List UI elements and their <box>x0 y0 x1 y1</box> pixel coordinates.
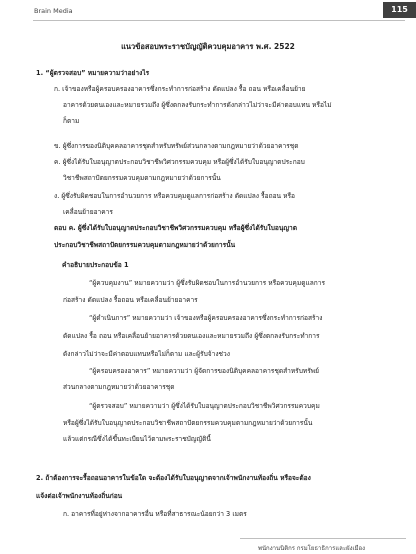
footer-text: พนักงานนิติกร กรมโยธาธิการและผังเมือง <box>258 545 366 552</box>
q1-option-c-line-2: วิชาชีพสถาปัตยกรรมควบคุมตามกฎหมายว่าด้วยการนั้น <box>63 174 221 182</box>
q1-explanation-line: ก่อสร้าง ดัดแปลง รื้อถอน หรือเคลื่อนย้ายอาคาร <box>63 296 198 304</box>
q1-explanation-line: “ผู้ดำเนินการ” หมายความว่า เจ้าของหรือผู้ครอบครองอาคารซึ่งกระทำการก่อสร้าง <box>89 314 323 322</box>
footer-divider <box>240 538 406 539</box>
q1-explanation-line: หรือผู้ซึ่งได้รับใบอนุญาตประกอบวิชาชีพสถาปัตยกรรมควบคุมตามกฎหมายว่าด้วยการนั้น <box>63 419 313 427</box>
page-title: แนวข้อสอบพระราชบัญญัติควบคุมอาคาร พ.ศ. 2522 <box>121 42 295 51</box>
q1-explanation-line: “ผู้ตรวจสอบ” หมายความว่า ผู้ซึ่งได้รับใบอนุญาตประกอบวิชาชีพวิศวกรรมควบคุม <box>89 402 320 410</box>
question-2-stem-line-1: 2. ถ้าต้องการจะรื้อถอนอาคารในข้อใด จะต้องได้รับใบอนุญาตจากเจ้าพนักงานท้องถิ่น หรือจะต้อง <box>36 474 311 482</box>
header-divider <box>33 20 405 21</box>
q1-explanation-line: “ผู้ครอบครองอาคาร” หมายความว่า ผู้จัดการของนิติบุคคลอาคารชุดสำหรับทรัพย์ <box>89 367 320 375</box>
q1-explanation-line: “ผู้ควบคุมงาน” หมายความว่า ผู้ซึ่งรับผิดชอบในการอำนวยการ หรือควบคุมดูแลการ <box>89 279 325 287</box>
q1-option-a-line-1: ก. เจ้าของหรือผู้ครอบครองอาคารซึ่งกระทำการก่อสร้าง ดัดแปลง รื้อ ถอน หรือเคลื่อนย้าย <box>54 85 306 93</box>
publisher-name: Brain Media <box>34 7 73 15</box>
q1-explanation-heading: คำอธิบายประกอบข้อ 1 <box>62 261 129 269</box>
q1-option-a-line-3: ก็ตาม <box>63 117 80 125</box>
q2-option-a: ก. อาคารที่อยู่ห่างจากอาคารอื่น หรือที่สาธารณะน้อยกว่า 3 เมตร <box>63 510 247 518</box>
q1-explanation-line: แล้วแต่กรณีซึ่งได้ขึ้นทะเบียนไว้ตามพระราชบัญญัตินี้ <box>63 435 211 443</box>
page-number-badge: 115 <box>383 2 416 18</box>
q1-option-d-line-2: เคลื่อนย้ายอาคาร <box>63 208 113 216</box>
q1-explanation-line: ดังกล่าวไม่ว่าจะมีค่าตอบแทนหรือไม่ก็ตาม และผู้รับจ้างช่วง <box>63 350 230 358</box>
q1-answer-line-1: ตอบ ค. ผู้ซึ่งได้รับใบอนุญาตประกอบวิชาชีพวิศวกรรมควบคุม หรือผู้ซึ่งได้รับใบอนุญาต <box>54 224 297 232</box>
q1-answer-line-2: ประกอบวิชาชีพสถาปัตยกรรมควบคุมตามกฎหมายว่าด้วยการนั้น <box>54 241 236 249</box>
q1-explanation-line: ส่วนกลางตามกฎหมายว่าด้วยอาคารชุด <box>63 383 175 391</box>
q1-option-a-line-2: อาคารด้วยตนเองและหมายรวมถึง ผู้ซึ่งตกลงรับกระทำการดังกล่าวไม่ว่าจะมีค่าตอบแทน หรือไม่ <box>63 101 332 109</box>
q1-option-c-line-1: ค. ผู้ซึ่งได้รับใบอนุญาตประกอบวิชาชีพวิศวกรรมควบคุม หรือผู้ซึ่งได้รับใบอนุญาตประกอบ <box>54 158 305 166</box>
question-2-stem-line-2: แจ้งต่อเจ้าพนักงานท้องถิ่นก่อน <box>36 492 123 500</box>
q1-option-b: ข. ผู้ซึ่งการของนิติบุคคลอาคารชุดสำหรับทรัพย์ส่วนกลางตามกฎหมายว่าด้วยอาคารชุด <box>54 142 299 150</box>
q1-explanation-line: ดัดแปลง รื้อ ถอน หรือเคลื่อนย้ายอาคารด้วยตนเองและหมายรวมถึง ผู้ซึ่งตกลงรับกระทำการ <box>63 332 320 340</box>
question-1-stem: 1. “ผู้ตรวจสอบ” หมายความว่าอย่างไร <box>36 69 150 77</box>
q1-option-d-line-1: ง. ผู้ซึ่งรับผิดชอบในการอำนวยการ หรือควบคุมดูแลการก่อสร้าง ดัดแปลง รื้อถอน หรือ <box>54 192 296 200</box>
